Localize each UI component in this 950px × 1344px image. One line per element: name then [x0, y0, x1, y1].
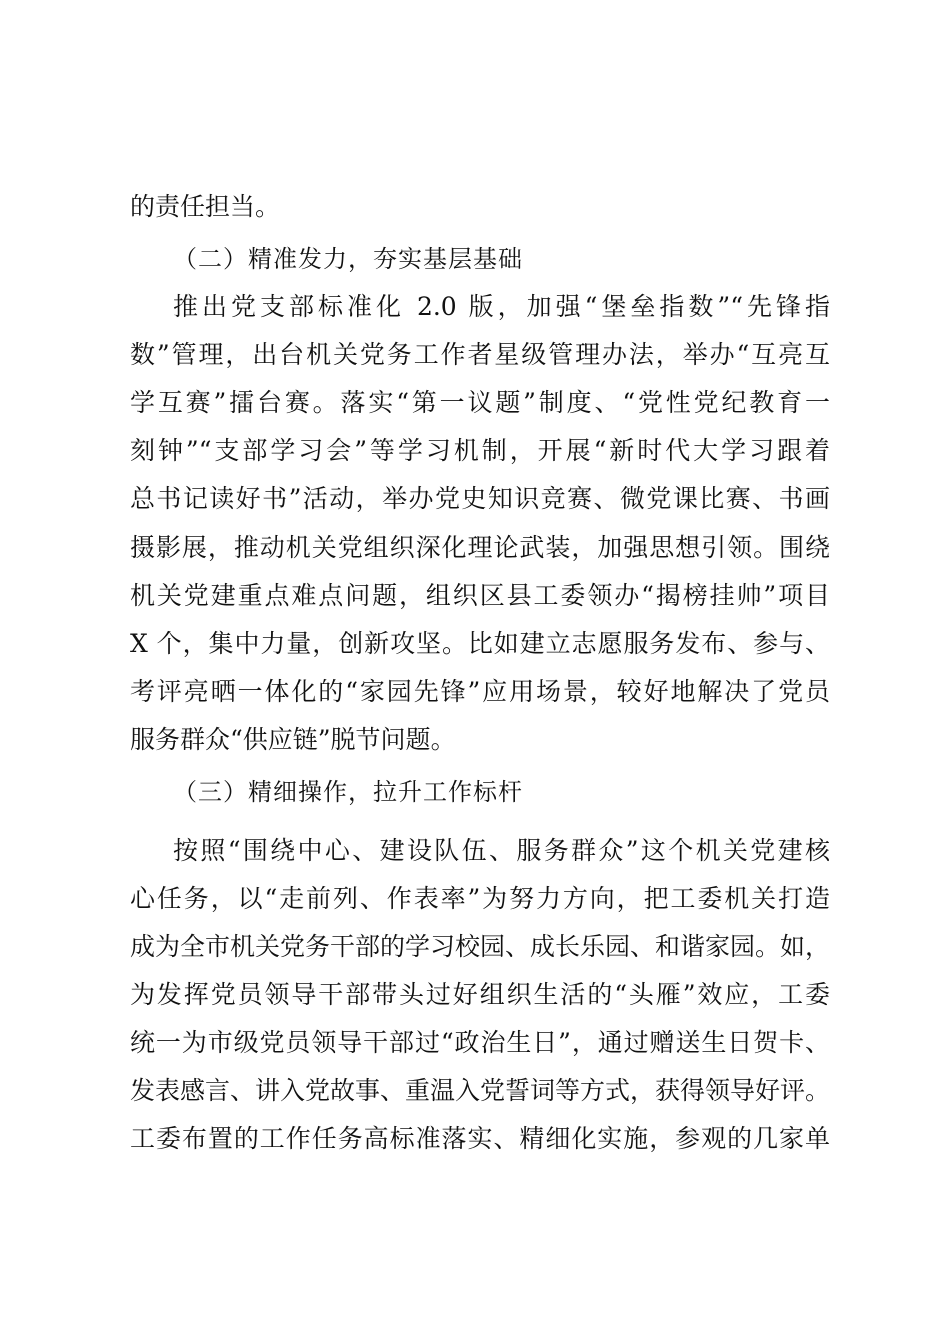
- paragraph-line: 的责任担当。: [130, 192, 281, 221]
- paragraph-line: 服务群众“供应链”脱节问题。: [130, 725, 456, 754]
- paragraph-line: 学互赛”擂台赛。落实“第一议题”制度、“党性党纪教育一: [130, 388, 830, 417]
- paragraph-line: 推出党支部标准化 2.0 版，加强“堡垒指数”“先锋指: [173, 292, 830, 321]
- paragraph-line: 成为全市机关党务干部的学习校园、成长乐园、和谐家园。如，: [130, 932, 831, 961]
- paragraph-line: 总书记读好书”活动，举办党史知识竞赛、微党课比赛、书画: [130, 484, 830, 513]
- paragraph-line: 按照“围绕中心、建设队伍、服务群众”这个机关党建核: [173, 836, 830, 865]
- paragraph-line: 工委布置的工作任务高标准落实、精细化实施，参观的几家单: [130, 1124, 830, 1153]
- paragraph-line: 心任务，以“走前列、作表率”为努力方向，把工委机关打造: [130, 884, 830, 913]
- paragraph-line: 数”管理，出台机关党务工作者星级管理办法，举办“互亮互: [130, 340, 830, 369]
- paragraph-line: 为发挥党员领导干部带头过好组织生活的“头雁”效应，工委: [130, 980, 830, 1009]
- paragraph-line: 统一为市级党员领导干部过“政治生日”，通过赠送生日贺卡、: [130, 1028, 830, 1057]
- section-heading-2: （二）精准发力，夯实基层基础: [173, 245, 523, 273]
- paragraph-line: X 个，集中力量，创新攻坚。比如建立志愿服务发布、参与、: [130, 629, 830, 658]
- paragraph-line: 考评亮晒一体化的“家园先锋”应用场景，较好地解决了党员: [130, 677, 830, 706]
- paragraph-line: 刻钟”“支部学习会”等学习机制，开展“新时代大学习跟着: [130, 436, 830, 465]
- section-heading-3: （三）精细操作，拉升工作标杆: [173, 778, 523, 806]
- paragraph-line: 机关党建重点难点问题，组织区县工委领办“揭榜挂帅”项目: [130, 581, 830, 610]
- paragraph-line: 摄影展，推动机关党组织深化理论武装，加强思想引领。围绕: [130, 533, 830, 562]
- paragraph-line: 发表感言、讲入党故事、重温入党誓词等方式，获得领导好评。: [130, 1076, 831, 1105]
